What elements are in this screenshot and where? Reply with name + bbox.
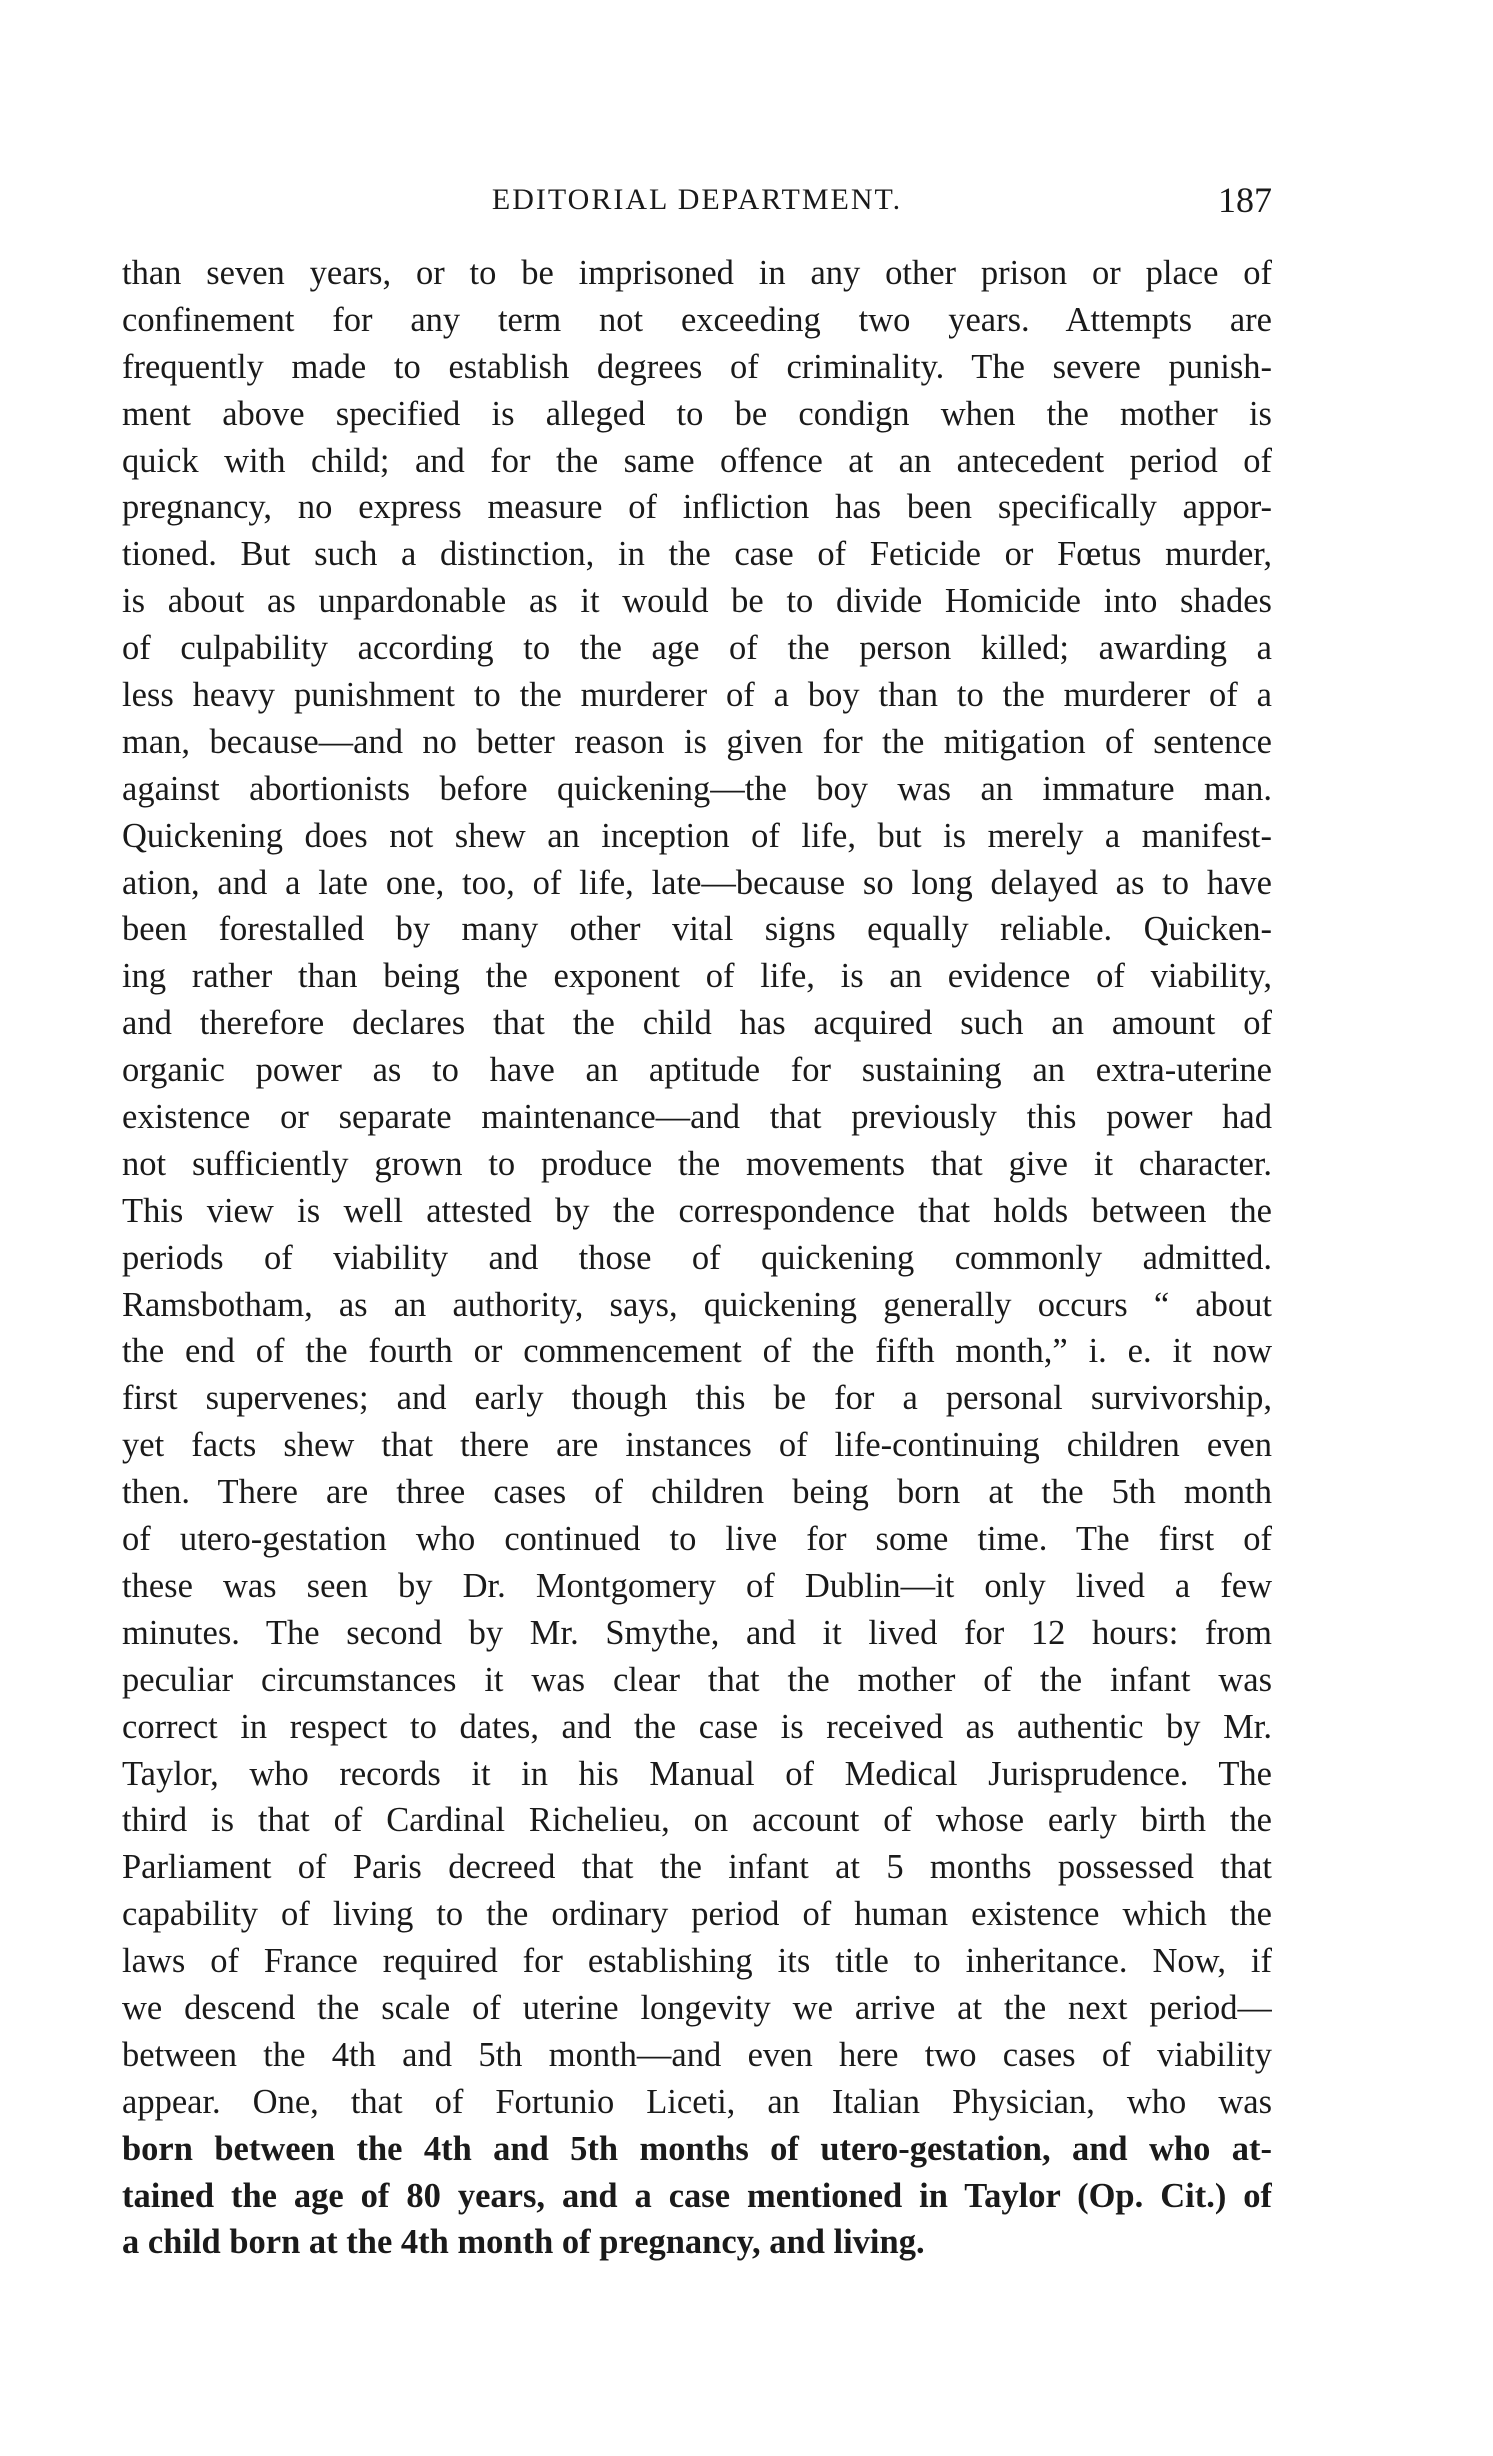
- text-line: third is that of Cardinal Richelieu, on account of whose early birth the: [122, 1801, 1272, 1840]
- text-line: capability of living to the ordinary period of human existence which the: [122, 1895, 1272, 1934]
- text-line: ation, and a late one, too, of life, late—because so long delayed as to have: [122, 863, 1272, 902]
- text-line: Taylor, who records it in his Manual of Medical Jurisprudence. The: [122, 1754, 1272, 1793]
- text-line: Quickening does not shew an inception of life, but is merely a manifest-: [122, 816, 1272, 855]
- text-line: of utero-gestation who continued to live for some time. The first of: [122, 1520, 1272, 1559]
- text-line: then. There are three cases of children being born at the 5th month: [122, 1473, 1272, 1512]
- text-line: tioned. But such a distinction, in the case of Feticide or Fœtus murder,: [122, 535, 1272, 574]
- text-line: frequently made to establish degrees of criminality. The severe punish-: [122, 347, 1272, 386]
- text-line: we descend the scale of uterine longevity we arrive at the next period—: [122, 1988, 1272, 2027]
- page-number: 187: [1218, 180, 1272, 220]
- body-text: [122, 250, 1272, 2266]
- text-line: yet facts shew that there are instances of life-continuing children even: [122, 1426, 1272, 1465]
- text-line: the end of the fourth or commencement of the fifth month,” i. e. it now: [122, 1332, 1272, 1371]
- text-line: pregnancy, no express measure of infliction has been specifically appor-: [122, 488, 1272, 527]
- text-line: man, because—and no better reason is given for the mitigation of sentence: [122, 722, 1272, 761]
- text-line: ment above specified is alleged to be condign when the mother is: [122, 394, 1272, 433]
- text-line: against abortionists before quickening—the boy was an immature man.: [122, 769, 1272, 808]
- text-line: periods of viability and those of quickening commonly admitted.: [122, 1238, 1272, 1277]
- text-line: appear. One, that of Fortunio Liceti, an Italian Physician, who was: [122, 2082, 1272, 2121]
- text-line: between the 4th and 5th month—and even here two cases of viability: [122, 2035, 1272, 2074]
- text-line: first supervenes; and early though this be for a personal survivorship,: [122, 1379, 1272, 1418]
- text-line: these was seen by Dr. Montgomery of Dublin—it only lived a few: [122, 1566, 1272, 1605]
- text-line: correct in respect to dates, and the case is received as authentic by Mr.: [122, 1707, 1272, 1746]
- text-line: born between the 4th and 5th months of utero-gestation, and who at-: [122, 2129, 1272, 2168]
- text-line: been forestalled by many other vital signs equally reliable. Quicken-: [122, 910, 1272, 949]
- text-line: quick with child; and for the same offence at an antecedent period of: [122, 441, 1272, 480]
- text-line: Parliament of Paris decreed that the infant at 5 months possessed that: [122, 1848, 1272, 1887]
- text-line: ing rather than being the exponent of life, is an evidence of viability,: [122, 957, 1272, 996]
- running-title: EDITORIAL DEPARTMENT.: [491, 183, 903, 216]
- text-line: This view is well attested by the correspondence that holds between the: [122, 1191, 1272, 1230]
- text-line: Ramsbotham, as an authority, says, quickening generally occurs “ about: [122, 1285, 1272, 1324]
- text-line: confinement for any term not exceeding two years. Attempts are: [122, 300, 1272, 339]
- text-line: and therefore declares that the child has acquired such an amount of: [122, 1004, 1272, 1043]
- running-head: [122, 178, 1272, 222]
- text-line: not sufficiently grown to produce the movements that give it character.: [122, 1144, 1272, 1183]
- text-line: a child born at the 4th month of pregnancy, and living.: [122, 2223, 925, 2262]
- text-line: tained the age of 80 years, and a case mentioned in Taylor (Op. Cit.) of: [122, 2176, 1272, 2215]
- text-line: peculiar circumstances it was clear that the mother of the infant was: [122, 1660, 1272, 1699]
- text-line: of culpability according to the age of the person killed; awarding a: [122, 629, 1272, 668]
- text-line: laws of France required for establishing its title to inheritance. Now, if: [122, 1942, 1272, 1981]
- text-line: existence or separate maintenance—and that previously this power had: [122, 1098, 1272, 1137]
- text-line: organic power as to have an aptitude for sustaining an extra-uterine: [122, 1051, 1272, 1090]
- text-line: minutes. The second by Mr. Smythe, and it lived for 12 hours: from: [122, 1613, 1272, 1652]
- text-line: than seven years, or to be imprisoned in any other prison or place of: [122, 254, 1272, 292]
- text-line: is about as unpardonable as it would be to divide Homicide into shades: [122, 582, 1272, 621]
- text-line: less heavy punishment to the murderer of a boy than to the murderer of a: [122, 676, 1272, 715]
